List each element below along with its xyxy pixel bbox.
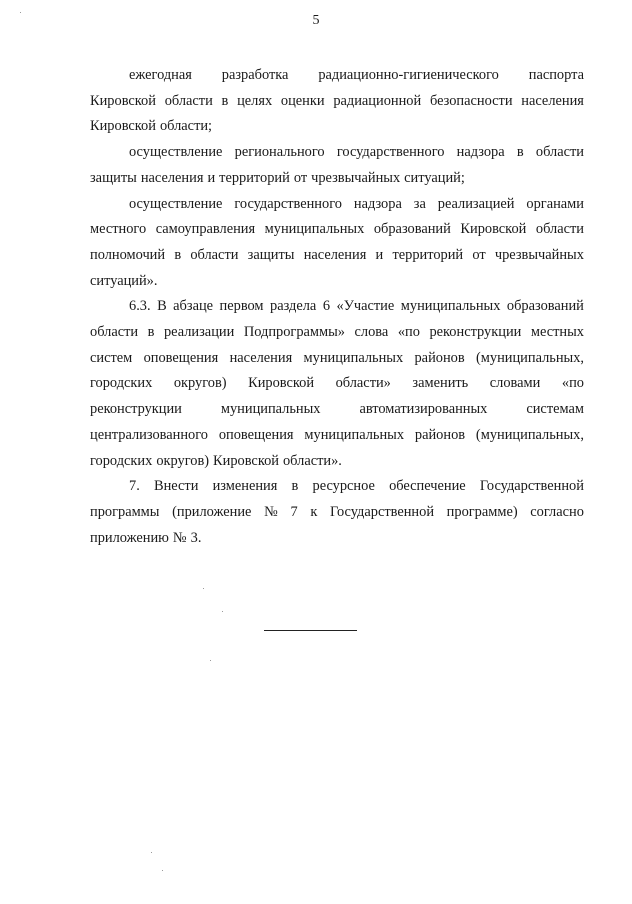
word: чрезвычайных	[311, 170, 401, 186]
word: изменения	[212, 478, 278, 494]
word: безопасности	[429, 93, 513, 109]
word: Кировской	[460, 221, 527, 237]
word: чрезвычайных	[494, 247, 584, 263]
word: образований	[506, 298, 584, 314]
word: муниципальных	[303, 350, 404, 366]
word: радиационной	[333, 93, 422, 109]
text-line	[90, 115, 584, 137]
text-line	[90, 501, 584, 523]
word: 3.	[190, 530, 202, 546]
word: 7	[290, 504, 298, 520]
text-line	[129, 64, 584, 86]
word: области	[535, 221, 584, 237]
text-line	[129, 193, 584, 215]
word: №	[172, 530, 187, 546]
word: к	[310, 504, 318, 520]
word: 7.	[129, 478, 140, 494]
word: в	[147, 324, 155, 340]
word: приложению	[90, 530, 169, 546]
word: реконструкции	[429, 324, 522, 340]
word: в	[174, 247, 182, 263]
word: самоуправления	[155, 221, 256, 237]
word: реализацией	[437, 196, 515, 212]
word: и	[207, 170, 216, 186]
word: радиационно-гигиенического	[318, 67, 499, 83]
word: «по	[397, 324, 420, 340]
text-line	[90, 167, 584, 189]
word: первом	[219, 298, 264, 314]
text-line	[90, 398, 584, 420]
word: (муниципальных,	[475, 350, 584, 366]
page-number: 5	[312, 13, 320, 28]
text-line	[90, 450, 584, 472]
word: осуществление	[129, 144, 223, 160]
word: области	[164, 93, 213, 109]
word: обеспечение	[389, 478, 466, 494]
word: области	[190, 247, 239, 263]
word: населения	[521, 93, 584, 109]
word: муниципальных	[264, 221, 365, 237]
word: территорий	[219, 170, 290, 186]
word: Кировской	[90, 93, 156, 109]
word: ситуаций».	[90, 273, 158, 289]
scan-speck	[210, 660, 211, 661]
word: области»	[335, 375, 391, 391]
text-line	[90, 244, 584, 266]
word: «Участие	[336, 298, 395, 314]
text-line	[90, 90, 584, 112]
word: ситуаций;	[404, 170, 465, 186]
word: государственного	[336, 144, 445, 160]
word: Кировской	[213, 453, 279, 469]
scan-speck	[222, 611, 223, 612]
word: заменить	[412, 375, 469, 391]
word: области	[535, 144, 584, 160]
word: надзора	[353, 196, 402, 212]
word: централизованного	[90, 427, 208, 443]
word: Кировской	[90, 118, 156, 134]
word: программе)	[446, 504, 518, 520]
text-line	[129, 475, 584, 497]
word: системам	[526, 401, 584, 417]
text-line	[90, 527, 584, 549]
word: образований	[373, 221, 451, 237]
word: оценки	[280, 93, 325, 109]
word: местных	[530, 324, 584, 340]
word: «по	[561, 375, 584, 391]
scan-speck	[203, 588, 204, 589]
word: населения	[229, 350, 293, 366]
word: области;	[159, 118, 213, 134]
word: словами	[489, 375, 541, 391]
word: (приложение	[172, 504, 252, 520]
word: реализации	[163, 324, 235, 340]
scan-speck	[20, 12, 21, 13]
text-line	[90, 270, 584, 292]
word: раздела	[270, 298, 317, 314]
word: муниципальных	[400, 298, 501, 314]
word: ресурсное	[312, 478, 375, 494]
word: (муниципальных,	[475, 427, 584, 443]
word: в	[516, 144, 524, 160]
text-line	[129, 141, 584, 163]
word: автоматизированных	[359, 401, 488, 417]
word: целях	[237, 93, 273, 109]
word: слова	[354, 324, 389, 340]
word: абзаце	[173, 298, 214, 314]
word: паспорта	[528, 67, 584, 83]
word: территорий	[392, 247, 464, 263]
word: местного	[90, 221, 147, 237]
word: 6.3.	[129, 298, 151, 314]
word: районов	[414, 427, 466, 443]
word: муниципальных	[220, 401, 321, 417]
word: Подпрограммы»	[243, 324, 345, 340]
text-line	[90, 372, 584, 394]
word: согласно	[530, 504, 584, 520]
word: В	[157, 298, 167, 314]
word: Государственной	[479, 478, 584, 494]
word: оповещения	[218, 427, 294, 443]
word: разработка	[221, 67, 289, 83]
word: в	[221, 93, 229, 109]
word: защиты	[90, 170, 137, 186]
word: области».	[282, 453, 342, 469]
word: защиты	[247, 247, 295, 263]
word: районов	[414, 350, 465, 366]
word: Внести	[153, 478, 199, 494]
word: округов)	[156, 453, 210, 469]
word: муниципальных	[304, 427, 405, 443]
word: от	[472, 247, 486, 263]
text-line	[90, 218, 584, 240]
word: в	[291, 478, 299, 494]
word: полномочий	[90, 247, 166, 263]
word: от	[293, 170, 308, 186]
word: систем	[90, 350, 133, 366]
word: ежегодная	[129, 67, 192, 83]
word: государственного	[234, 196, 342, 212]
word: Кировской	[248, 375, 315, 391]
word: органами	[526, 196, 584, 212]
word: и	[375, 247, 384, 263]
word: округов)	[173, 375, 227, 391]
scan-speck	[162, 870, 163, 871]
text-line	[90, 424, 584, 446]
word: населения	[140, 170, 204, 186]
word: осуществление	[129, 196, 223, 212]
word: городских	[90, 375, 153, 391]
word: №	[264, 504, 278, 520]
text-line	[90, 347, 584, 369]
word: реконструкции	[90, 401, 182, 417]
word: области	[90, 324, 139, 340]
scan-speck	[151, 852, 152, 853]
text-line	[129, 295, 584, 317]
word: городских	[90, 453, 153, 469]
end-separator-line	[264, 630, 357, 631]
word: регионального	[234, 144, 325, 160]
word: программы	[90, 504, 160, 520]
word: населения	[303, 247, 367, 263]
word: надзора	[456, 144, 505, 160]
text-line	[90, 321, 584, 343]
word: Государственной	[329, 504, 435, 520]
word: оповещения	[143, 350, 219, 366]
word: за	[413, 196, 426, 212]
word: 6	[322, 298, 331, 314]
